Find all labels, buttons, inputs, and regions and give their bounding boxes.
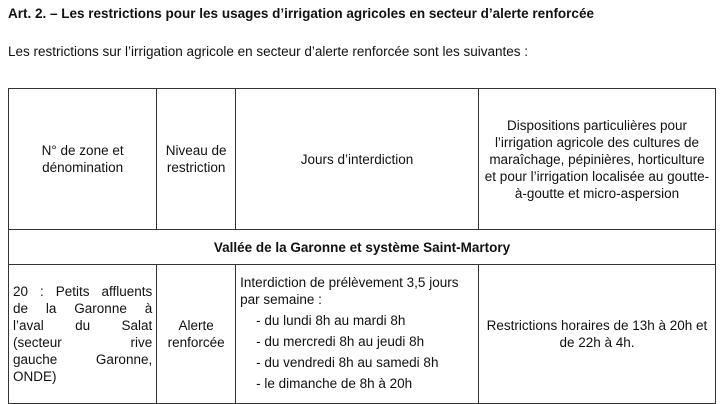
cell-dispositions: Restrictions horaires de 13h à 20h et de 22h à 4h. (479, 265, 716, 404)
intro-text: Les restrictions sur l’irrigation agricole en secteur d’alerte renforcée sont les suivantes : (8, 44, 528, 59)
list-item: - du vendredi 8h au samedi 8h (256, 352, 474, 373)
jours-list (240, 310, 474, 394)
article-title: Art. 2. – Les restrictions pour les usages d’irrigation agricoles en secteur d’alerte renforcée (8, 6, 594, 21)
header-zone: N° de zone et dénomination (9, 89, 157, 230)
table-row (9, 265, 716, 404)
zone-line: gauche Garonne, (13, 352, 153, 367)
jours-intro: Interdiction de prélèvement 3,5 jours par semaine : (240, 275, 459, 307)
cell-jours (236, 265, 479, 404)
header-dispositions: Dispositions particulières pour l’irrigation agricole des cultures de maraîchage, pépinières, horticulture et pour l’irrigation localisée au goutte-à-goutte et micro-aspersion (479, 89, 716, 230)
cell-zone (9, 265, 157, 404)
zone-line: l’aval du Salat (13, 318, 153, 333)
zone-line: 20 : Petits affluents (13, 284, 153, 299)
zone-line: de la Garonne à (13, 301, 153, 316)
list-item: - du mercredi 8h au jeudi 8h (256, 331, 474, 352)
restrictions-table (8, 88, 716, 404)
section-title: Vallée de la Garonne et système Saint-Martory (9, 230, 716, 265)
header-jours: Jours d’interdiction (236, 89, 479, 230)
list-item: - le dimanche de 8h à 20h (256, 373, 474, 394)
zone-line: ONDE) (13, 369, 57, 384)
cell-niveau: Alerte renforcée (157, 265, 236, 404)
zone-line: (secteur rive (13, 335, 153, 350)
table-header-row (9, 89, 716, 230)
list-item: - du lundi 8h au mardi 8h (256, 310, 474, 331)
section-row (9, 230, 716, 265)
header-niveau: Niveau de restriction (157, 89, 236, 230)
